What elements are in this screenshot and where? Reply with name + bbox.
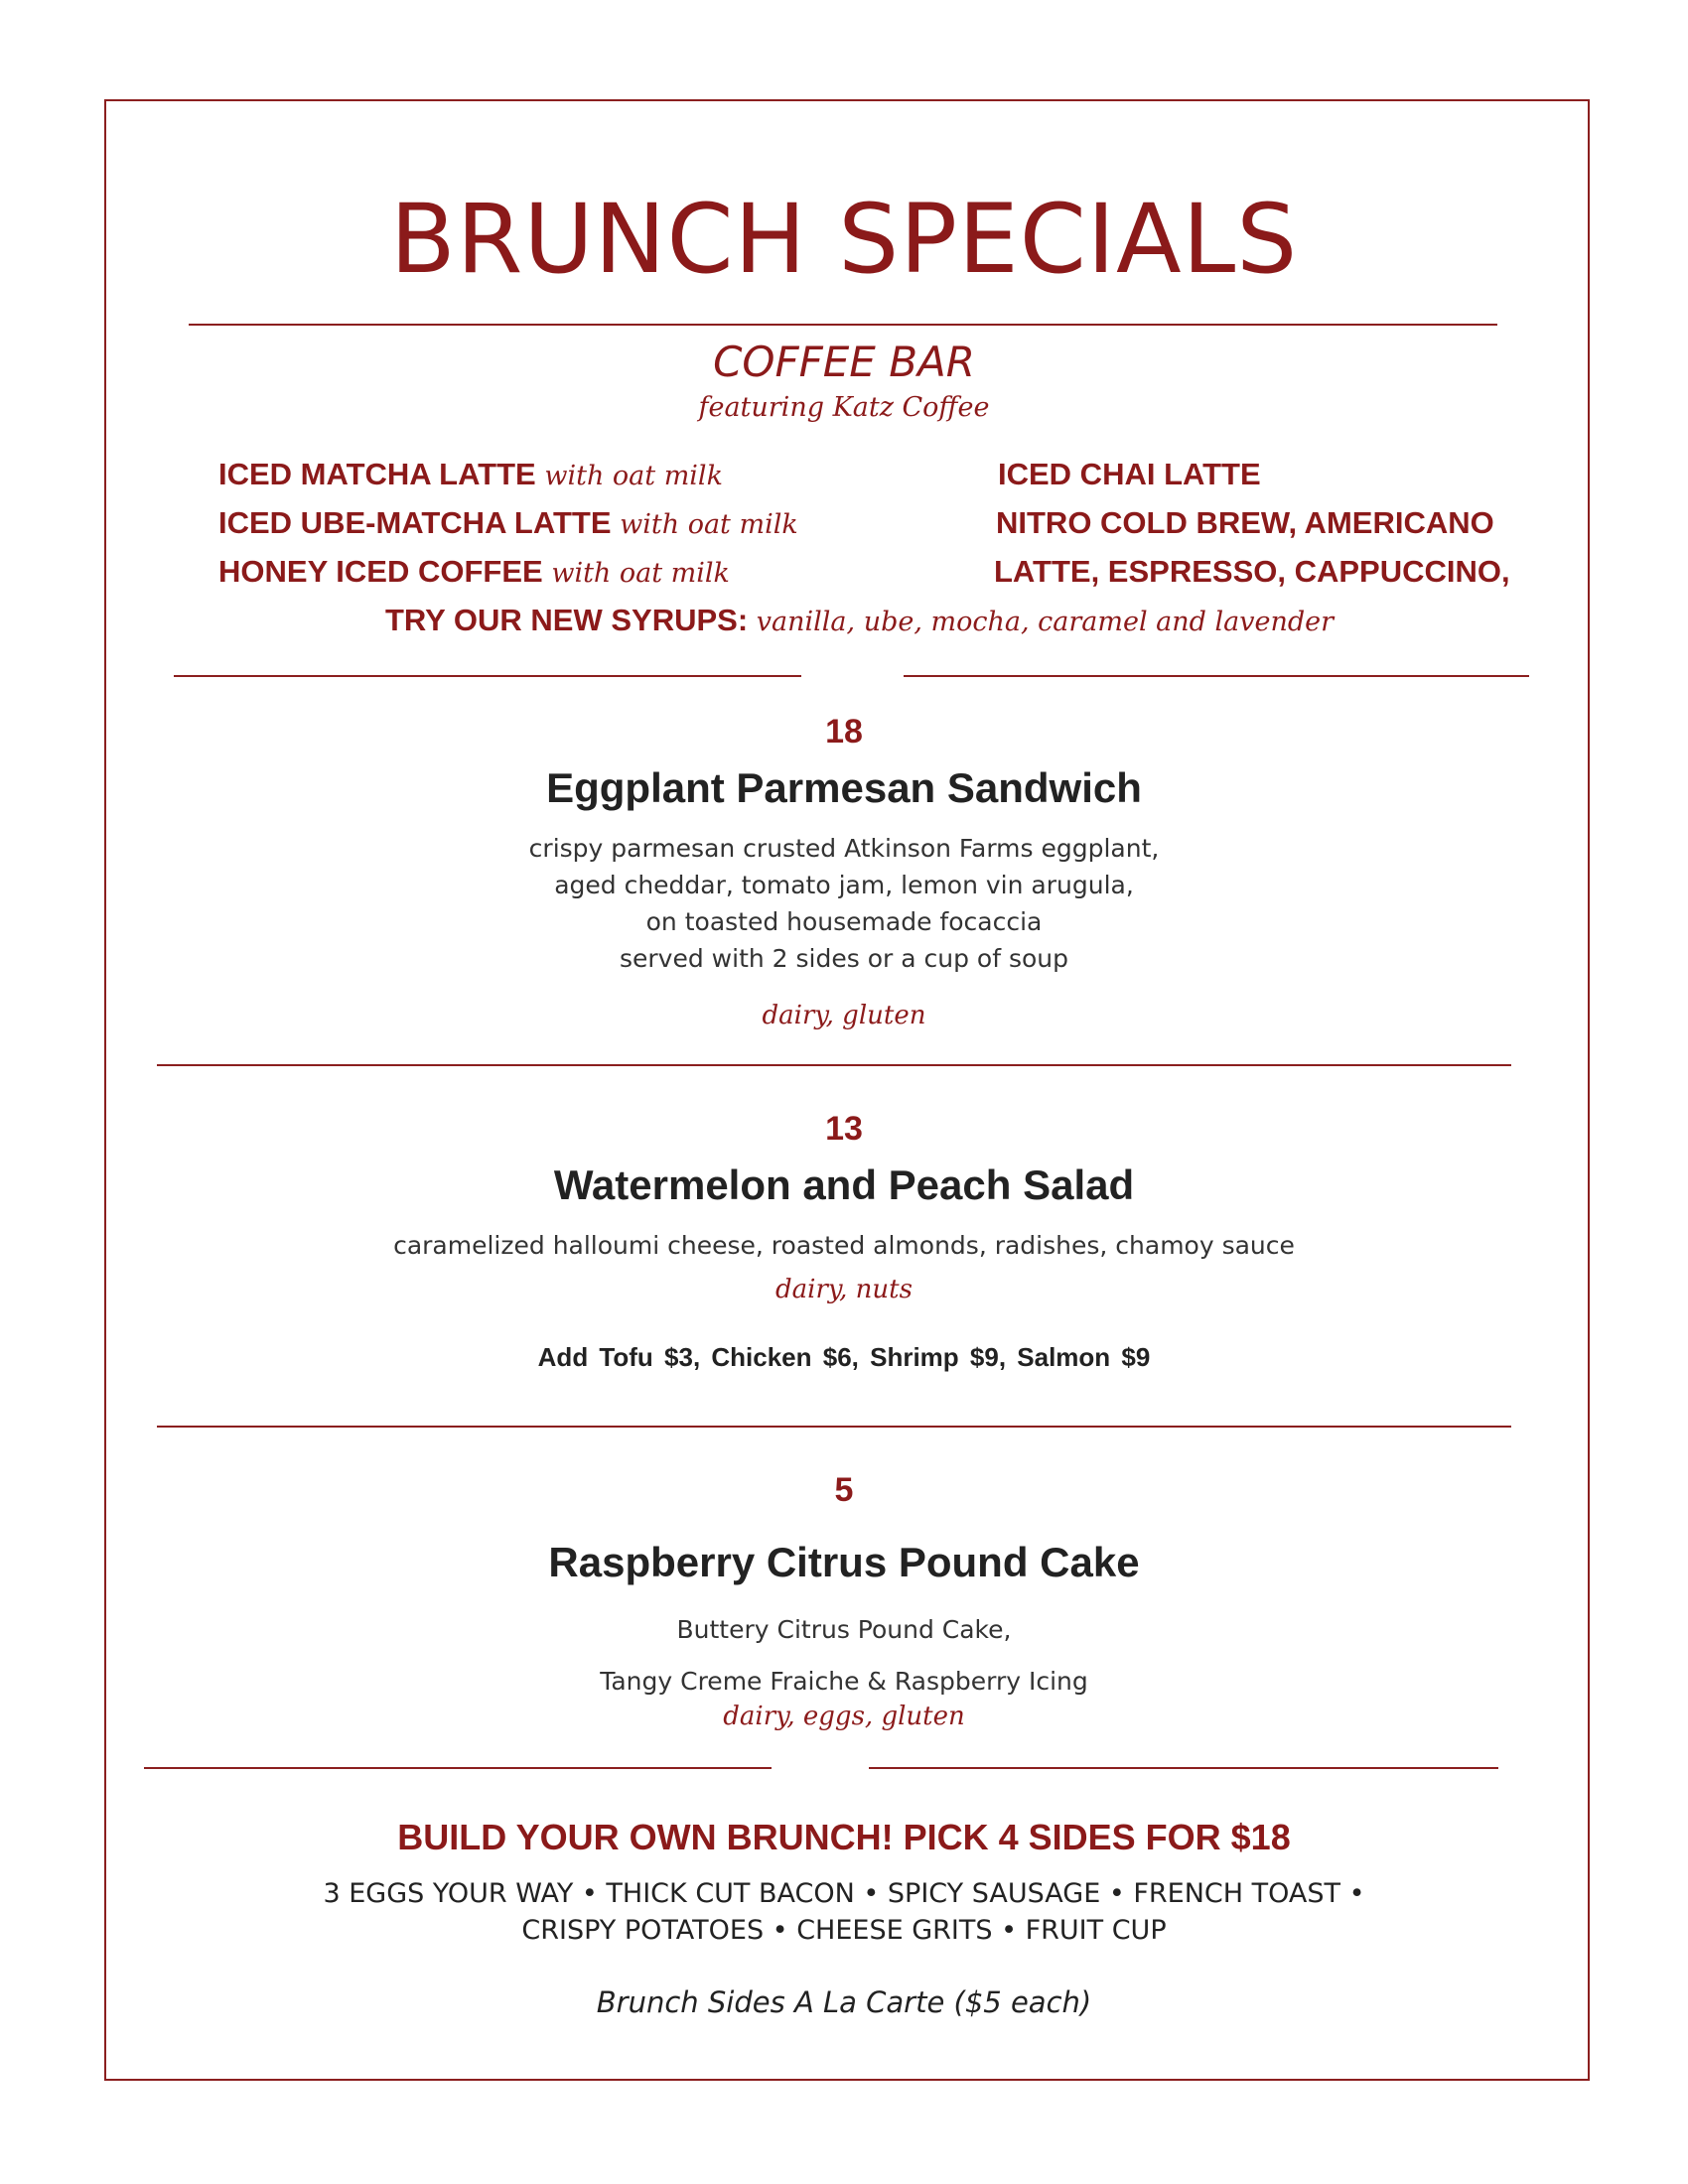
section-divider-left: [174, 675, 801, 677]
menu-title: BRUNCH SPECIALS: [389, 184, 1299, 295]
drink-name: HONEY ICED COFFEE: [218, 554, 543, 589]
item-description: [0, 1227, 1688, 1264]
syrups-list: vanilla, ube, mocha, caramel and lavender: [756, 607, 1335, 637]
section-divider: [157, 1426, 1511, 1428]
item-price: 13: [825, 1110, 863, 1148]
item-addons: Add Tofu $3, Chicken $6, Shrimp $9, Salmon $9: [537, 1342, 1151, 1372]
drink-note: with oat milk: [551, 558, 730, 589]
item-allergens: dairy, gluten: [762, 1001, 926, 1030]
section-divider-right: [869, 1767, 1498, 1769]
item-description: [0, 1604, 1688, 1707]
description-line: Buttery Citrus Pound Cake,: [676, 1615, 1012, 1644]
section-divider-right: [904, 675, 1529, 677]
drink-item: [996, 505, 1494, 541]
description-line: caramelized halloumi cheese, roasted almonds, radishes, chamoy sauce: [393, 1231, 1295, 1260]
syrups-label: TRY OUR NEW SYRUPS:: [385, 603, 749, 637]
section-divider: [157, 1064, 1511, 1066]
drink-name: LATTE, ESPRESSO, CAPPUCCINO,: [994, 554, 1510, 589]
drink-name: ICED CHAI LATTE: [998, 457, 1261, 491]
a-la-carte-note: Brunch Sides A La Carte ($5 each): [596, 1985, 1092, 2019]
build-your-own-title: BUILD YOUR OWN BRUNCH! PICK 4 SIDES FOR $18: [397, 1817, 1291, 1857]
drink-note: with oat milk: [620, 509, 798, 540]
item-allergens: dairy, nuts: [775, 1275, 913, 1304]
section-divider-left: [144, 1767, 772, 1769]
coffee-bar-subtitle: featuring Katz Coffee: [698, 392, 990, 423]
drink-item: [998, 457, 1261, 492]
syrups-line: [385, 603, 1334, 638]
item-allergens: dairy, eggs, gluten: [723, 1702, 965, 1731]
title-divider: [189, 324, 1497, 326]
drink-note: with oat milk: [544, 461, 723, 491]
item-price: 18: [825, 713, 863, 751]
item-name: Eggplant Parmesan Sandwich: [546, 764, 1142, 811]
description-line: on toasted housemade focaccia: [645, 907, 1043, 936]
drink-name: NITRO COLD BREW, AMERICANO: [996, 505, 1494, 540]
description-line: Tangy Creme Fraiche & Raspberry Icing: [600, 1667, 1088, 1696]
item-name: Raspberry Citrus Pound Cake: [548, 1539, 1140, 1585]
drink-name: ICED UBE-MATCHA LATTE: [218, 505, 612, 540]
item-name: Watermelon and Peach Salad: [553, 1161, 1135, 1208]
description-line: aged cheddar, tomato jam, lemon vin arugula,: [554, 871, 1134, 899]
coffee-bar-title: COFFEE BAR: [713, 338, 975, 386]
sides-list-line: 3 EGGS YOUR WAY • THICK CUT BACON • SPICY SAUSAGE • FRENCH TOAST •: [323, 1878, 1365, 1909]
description-line: crispy parmesan crusted Atkinson Farms eggplant,: [528, 834, 1160, 863]
sides-list-line: CRISPY POTATOES • CHEESE GRITS • FRUIT CUP: [521, 1915, 1167, 1946]
description-line: served with 2 sides or a cup of soup: [620, 944, 1068, 973]
item-description: [0, 830, 1688, 977]
drink-item: [994, 554, 1510, 590]
drink-item: [218, 505, 798, 541]
drink-item: [218, 457, 723, 492]
item-price: 5: [834, 1471, 854, 1509]
drink-item: [218, 554, 730, 590]
drink-name: ICED MATCHA LATTE: [218, 457, 536, 491]
